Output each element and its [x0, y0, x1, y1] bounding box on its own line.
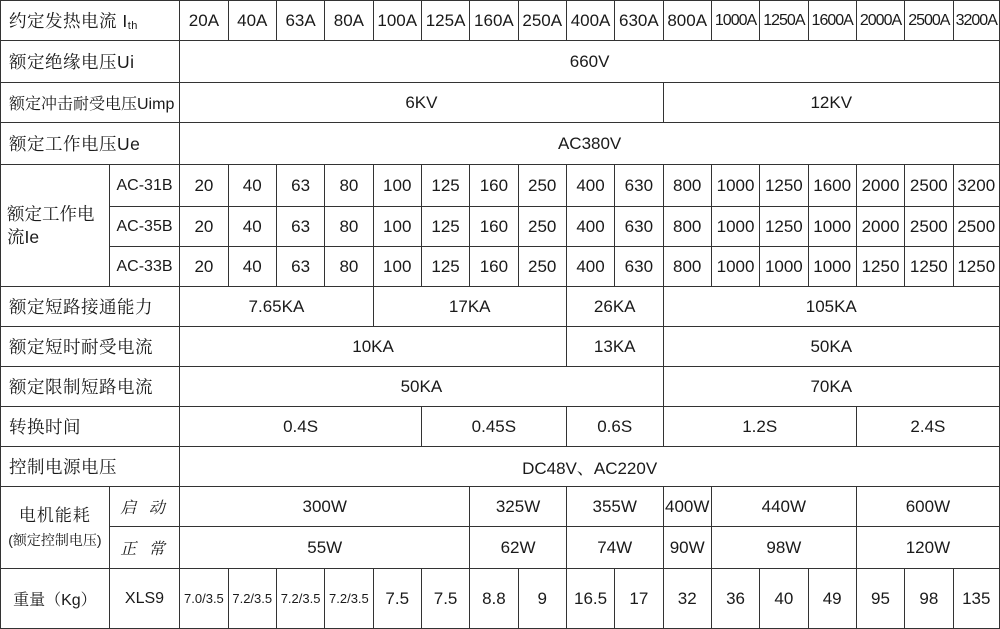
ac31b-cell: 100: [373, 165, 421, 207]
ith-cell: 400A: [566, 1, 614, 41]
limited-short-label: 额定限制短路电流: [1, 367, 180, 407]
row-insulation-voltage: [1, 41, 1000, 83]
ith-cell: 250A: [518, 1, 566, 41]
weight-cell: 7.2/3.5: [325, 569, 373, 629]
row-operating-voltage: [1, 123, 1000, 165]
ith-cell: 2000A: [856, 1, 904, 41]
motor-label: [1, 487, 110, 569]
switch-time-label: 转换时间: [1, 407, 180, 447]
ac33b-cell: 160: [470, 247, 518, 287]
ac31b-cell: 2500: [905, 165, 953, 207]
ac35b-cell: 160: [470, 207, 518, 247]
ac31b-cell: 63: [276, 165, 324, 207]
short-making-value: 105KA: [663, 287, 999, 327]
ac31b-cell: 1000: [711, 165, 759, 207]
weight-cell: 8.8: [470, 569, 518, 629]
motor-start-value: 355W: [566, 487, 663, 527]
ac33b-cell: 1250: [856, 247, 904, 287]
ith-cell: 80A: [325, 1, 373, 41]
operating-voltage-value: AC380V: [180, 123, 1000, 165]
ac31b-cell: 800: [663, 165, 711, 207]
ith-cell: 3200A: [953, 1, 1000, 41]
ac35b-cell: 1000: [711, 207, 759, 247]
row-control-voltage: [1, 447, 1000, 487]
weight-cell: 135: [953, 569, 1000, 629]
ac31b-cell: 80: [325, 165, 373, 207]
ac35b-cell: 100: [373, 207, 421, 247]
motor-start-label: 启 动: [109, 487, 180, 527]
ac33b-cell: 1000: [808, 247, 856, 287]
switch-time-value: 2.4S: [856, 407, 999, 447]
operating-voltage-label: 额定工作电压Ue: [1, 123, 180, 165]
ac35b-cell: 800: [663, 207, 711, 247]
ac31b-cell: 2000: [856, 165, 904, 207]
ac35b-cell: 2500: [953, 207, 1000, 247]
weight-cell: 16.5: [566, 569, 614, 629]
motor-start-value: 600W: [856, 487, 999, 527]
motor-start-value: 440W: [711, 487, 856, 527]
weight-cell: 36: [711, 569, 759, 629]
ac33b-cell: 800: [663, 247, 711, 287]
ac35b-cell: 2000: [856, 207, 904, 247]
ac35b-cell: 125: [421, 207, 469, 247]
motor-normal-value: 55W: [180, 527, 470, 569]
limited-short-value: 70KA: [663, 367, 999, 407]
short-withstand-value: 10KA: [180, 327, 567, 367]
weight-cell: 7.2/3.5: [276, 569, 324, 629]
row-short-withstand: [1, 327, 1000, 367]
row-limited-short: [1, 367, 1000, 407]
ith-cell: 40A: [228, 1, 276, 41]
impulse-voltage-label: 额定冲击耐受电压Uimp: [1, 83, 180, 123]
short-making-value: 7.65KA: [180, 287, 373, 327]
ith-cell: 63A: [276, 1, 324, 41]
ac35b-cell: 80: [325, 207, 373, 247]
ac35b-cell: 250: [518, 207, 566, 247]
ith-cell: 1600A: [808, 1, 856, 41]
weight-cell: 7.5: [421, 569, 469, 629]
ith-cell: 1000A: [711, 1, 759, 41]
ac33b-cell: 20: [180, 247, 228, 287]
ac31b-cell: 40: [228, 165, 276, 207]
motor-normal-value: 62W: [470, 527, 567, 569]
impulse-voltage-value: 6KV: [180, 83, 663, 123]
ac33b-label: AC-33B: [109, 247, 180, 287]
switch-time-value: 1.2S: [663, 407, 856, 447]
motor-normal-value: 74W: [566, 527, 663, 569]
weight-cell: 9: [518, 569, 566, 629]
row-impulse-voltage: [1, 83, 1000, 123]
motor-start-value: 400W: [663, 487, 711, 527]
short-making-value: 17KA: [373, 287, 566, 327]
weight-cell: 17: [615, 569, 663, 629]
ac35b-cell: 400: [566, 207, 614, 247]
motor-normal-label: 正 常: [109, 527, 180, 569]
ac33b-cell: 630: [615, 247, 663, 287]
weight-cell: 7.5: [373, 569, 421, 629]
ac33b-cell: 100: [373, 247, 421, 287]
weight-cell: 7.2/3.5: [228, 569, 276, 629]
motor-normal-value: 90W: [663, 527, 711, 569]
short-withstand-label: 额定短时耐受电流: [1, 327, 180, 367]
short-withstand-value: 50KA: [663, 327, 999, 367]
weight-cell: 95: [856, 569, 904, 629]
switch-time-value: 0.6S: [566, 407, 663, 447]
ac35b-cell: 1000: [808, 207, 856, 247]
ith-cell: 160A: [470, 1, 518, 41]
row-weight: [1, 569, 1000, 629]
motor-normal-value: 120W: [856, 527, 999, 569]
ac31b-cell: 160: [470, 165, 518, 207]
weight-cell: 49: [808, 569, 856, 629]
motor-label-line2: (额定控制电压): [8, 531, 102, 548]
weight-cell: 7.0/3.5: [180, 569, 228, 629]
row-ac35b: [1, 207, 1000, 247]
ac33b-cell: 63: [276, 247, 324, 287]
insulation-voltage-value: 660V: [180, 41, 1000, 83]
ac35b-cell: 1250: [760, 207, 808, 247]
impulse-voltage-value: 12KV: [663, 83, 999, 123]
short-making-label: 额定短路接通能力: [1, 287, 180, 327]
motor-normal-value: 98W: [711, 527, 856, 569]
ith-cell: 125A: [421, 1, 469, 41]
ith-cell: 1250A: [760, 1, 808, 41]
row-thermal-current: [1, 1, 1000, 41]
ac31b-label: AC-31B: [109, 165, 180, 207]
weight-model: XLS9: [109, 569, 180, 629]
ac33b-cell: 250: [518, 247, 566, 287]
ith-cell: 800A: [663, 1, 711, 41]
ac31b-cell: 630: [615, 165, 663, 207]
row-short-making: [1, 287, 1000, 327]
operating-current-label: 额定工作电流Ie: [1, 165, 110, 287]
ac35b-label: AC-35B: [109, 207, 180, 247]
ac33b-cell: 80: [325, 247, 373, 287]
motor-label-line1: 电机能耗: [18, 505, 91, 525]
switch-time-value: 0.45S: [421, 407, 566, 447]
limited-short-value: 50KA: [180, 367, 663, 407]
ac33b-cell: 1000: [760, 247, 808, 287]
weight-label: 重量（Kg）: [1, 569, 110, 629]
weight-cell: 40: [760, 569, 808, 629]
row-ac33b: [1, 247, 1000, 287]
ith-cell: 630A: [615, 1, 663, 41]
row-switch-time: [1, 407, 1000, 447]
ac31b-cell: 400: [566, 165, 614, 207]
control-voltage-value: DC48V、AC220V: [180, 447, 1000, 487]
ac33b-cell: 1250: [953, 247, 1000, 287]
motor-start-value: 300W: [180, 487, 470, 527]
ac35b-cell: 20: [180, 207, 228, 247]
ac35b-cell: 630: [615, 207, 663, 247]
row-motor-start: [1, 487, 1000, 527]
ac31b-cell: 1250: [760, 165, 808, 207]
insulation-voltage-label: 额定绝缘电压Ui: [1, 41, 180, 83]
ac31b-cell: 20: [180, 165, 228, 207]
ac33b-cell: 400: [566, 247, 614, 287]
ac35b-cell: 63: [276, 207, 324, 247]
ac35b-cell: 40: [228, 207, 276, 247]
ac31b-cell: 3200: [953, 165, 1000, 207]
motor-start-value: 325W: [470, 487, 567, 527]
switch-time-value: 0.4S: [180, 407, 422, 447]
short-withstand-value: 13KA: [566, 327, 663, 367]
ac33b-cell: 125: [421, 247, 469, 287]
short-making-value: 26KA: [566, 287, 663, 327]
ac35b-cell: 2500: [905, 207, 953, 247]
control-voltage-label: 控制电源电压: [1, 447, 180, 487]
ith-cell: 2500A: [905, 1, 953, 41]
row-motor-normal: [1, 527, 1000, 569]
thermal-current-label: 约定发热电流 Ith: [1, 1, 180, 41]
ith-cell: 20A: [180, 1, 228, 41]
ac31b-cell: 250: [518, 165, 566, 207]
weight-cell: 32: [663, 569, 711, 629]
ac33b-cell: 40: [228, 247, 276, 287]
ith-cell: 100A: [373, 1, 421, 41]
row-ac31b: [1, 165, 1000, 207]
weight-cell: 98: [905, 569, 953, 629]
ac33b-cell: 1250: [905, 247, 953, 287]
ac31b-cell: 125: [421, 165, 469, 207]
ac31b-cell: 1600: [808, 165, 856, 207]
ac33b-cell: 1000: [711, 247, 759, 287]
